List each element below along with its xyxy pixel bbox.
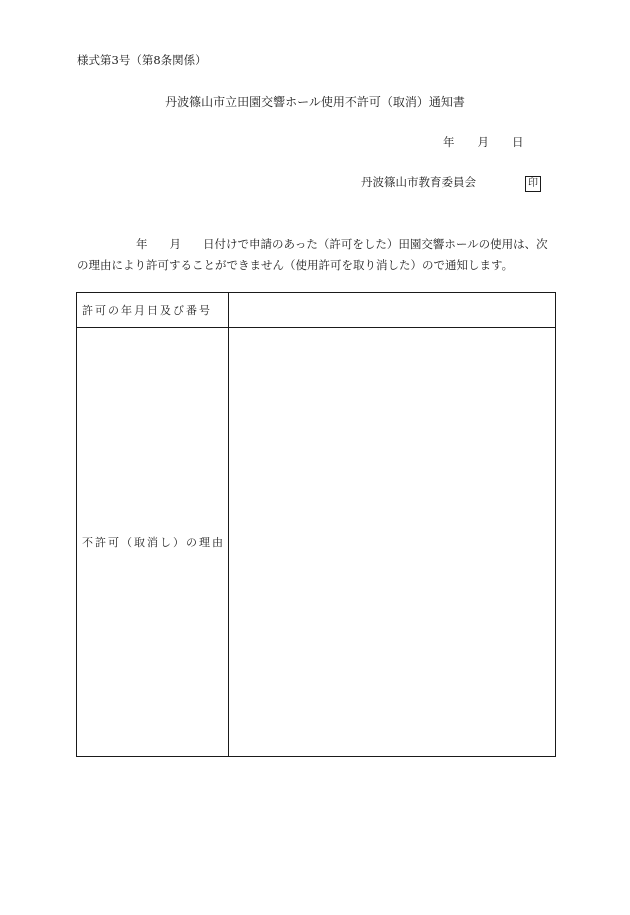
body-line-2: の理由により許可することができません（使用許可を取り消した）ので通知します。 xyxy=(77,258,514,272)
document-title: 丹波篠山市立田園交響ホール使用不許可（取消）通知書 xyxy=(165,95,465,109)
refusal-reason-value xyxy=(229,328,556,757)
date-month-label: 月 xyxy=(477,135,489,149)
refusal-reason-label: 不許可（取消し）の理由 xyxy=(77,328,229,757)
permit-date-number-value xyxy=(229,293,556,328)
seal-mark: 印 xyxy=(525,176,541,192)
table-row xyxy=(77,328,556,757)
body-month-label: 月 xyxy=(169,237,181,251)
notice-table xyxy=(76,292,556,757)
date-day-label: 日 xyxy=(512,135,524,149)
issuer-name: 丹波篠山市教育委員会 xyxy=(361,175,476,189)
date-line xyxy=(443,137,524,149)
body-year-label: 年 xyxy=(136,237,148,251)
date-year-label: 年 xyxy=(443,135,455,149)
body-line-1 xyxy=(136,239,548,251)
table-row xyxy=(77,293,556,328)
permit-date-number-label: 許可の年月日及び番号 xyxy=(77,293,229,328)
body-line-1-text: 日付けで申請のあった（許可をした）田園交響ホールの使用は、次 xyxy=(203,237,548,251)
form-number: 様式第3号（第8条関係） xyxy=(77,53,207,67)
